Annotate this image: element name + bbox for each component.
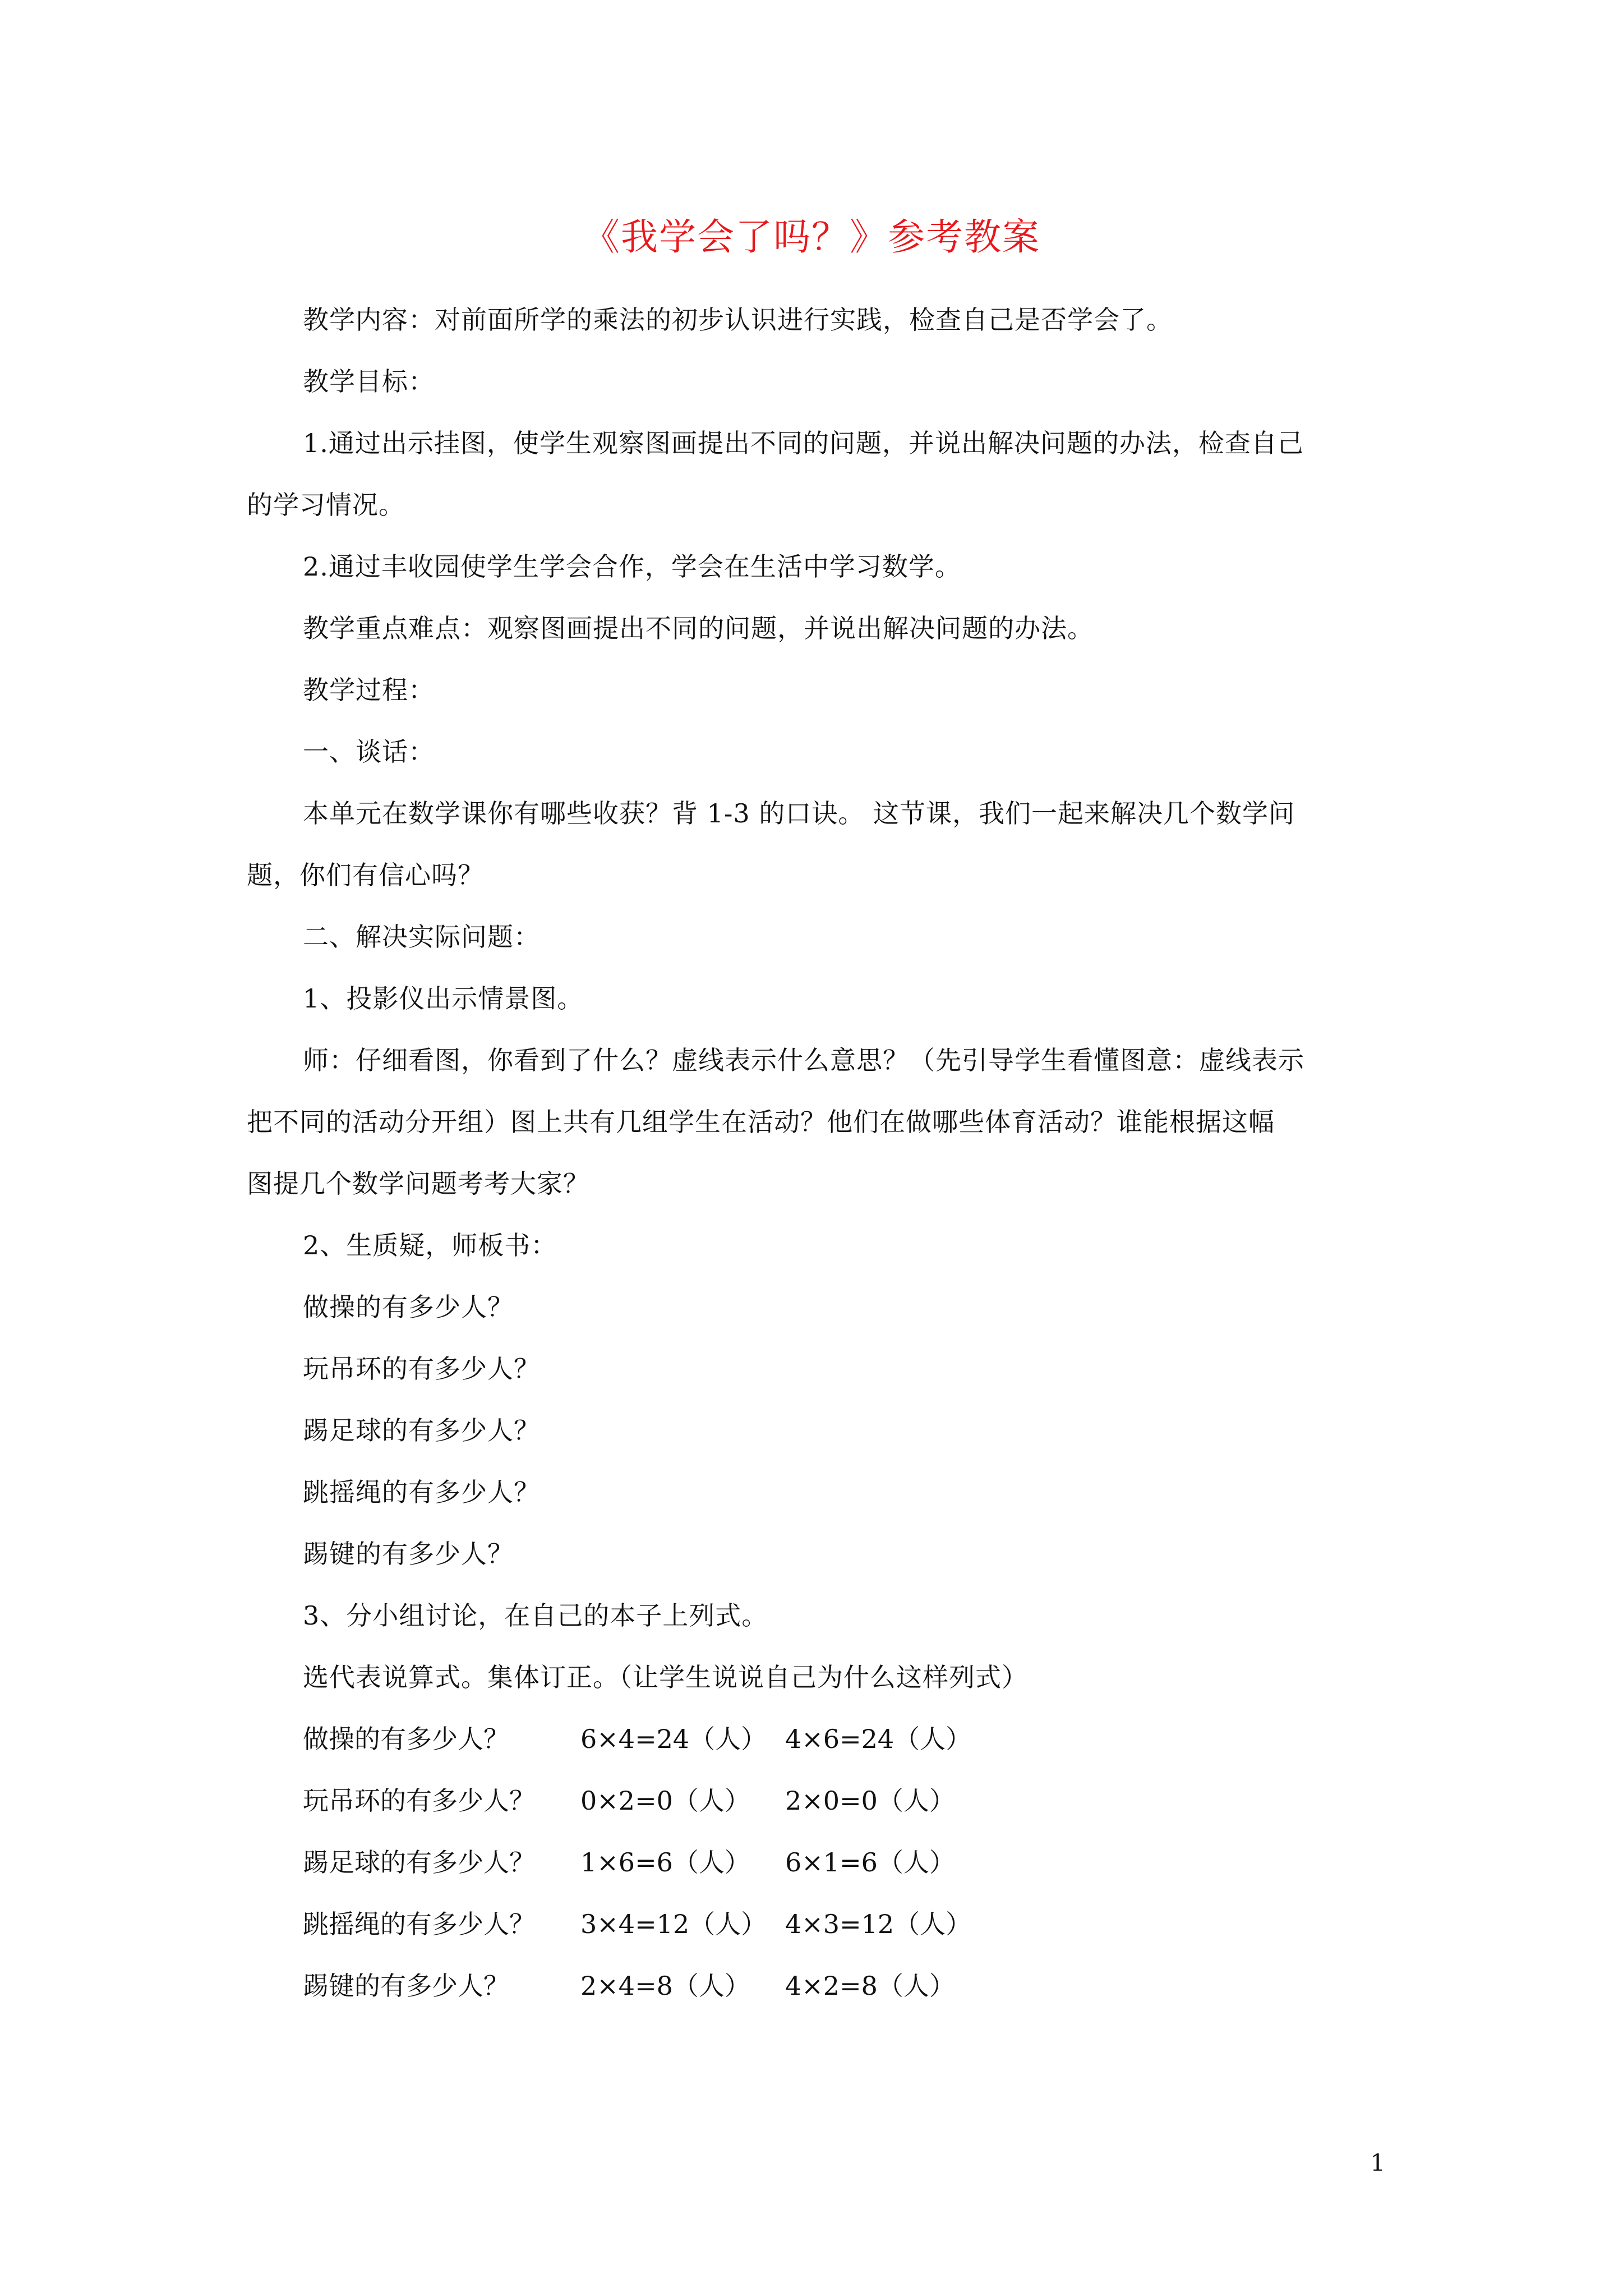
teacher-prompt: 师：仔细看图，你看到了什么？虚线表示什么意思？（先引导学生看懂图意：虚线表示 [303,1045,1304,1075]
goal-1-continued: 的学习情况。 [247,490,405,520]
equation-2: 2×0=0（人） [785,1786,955,1816]
question-3: 踢足球的有多少人？ [303,1415,540,1446]
equation-1: 0×2=0（人） [580,1786,750,1816]
step-1: 1、投影仪出示情景图。 [303,983,584,1014]
equation-2: 4×3=12（人） [785,1909,972,1939]
teaching-content: 教学内容：对前面所学的乘法的初步认识进行实践，检查自己是否学会了。 [303,305,1173,335]
step-3-note: 选代表说算式。集体订正。（让学生说说自己为什么这样列式） [303,1662,1028,1692]
question-5: 踢键的有多少人？ [303,1539,514,1569]
equation-1: 6×4=24（人） [580,1724,767,1754]
equation-question: 踢键的有多少人？ [303,1971,509,2001]
teacher-prompt-continued-1: 把不同的活动分开组）图上共有几组学生在活动？他们在做哪些体育活动？谁能根据这幅 [247,1107,1275,1137]
intro-paragraph: 本单元在数学课你有哪些收获？背 1-3 的口诀。 这节课，我们一起来解决几个数学问 [303,798,1295,829]
question-4: 跳摇绳的有多少人？ [303,1477,540,1507]
page-number: 1 [1370,2149,1385,2177]
section-1-heading: 一、谈话： [303,737,435,767]
step-2: 2、生质疑，师板书： [303,1230,557,1260]
equation-question: 做操的有多少人？ [303,1724,509,1754]
goal-2: 2.通过丰收园使学生学会合作，学会在生活中学习数学。 [303,551,961,582]
section-2-heading: 二、解决实际问题： [303,922,540,952]
teaching-process-heading: 教学过程： [303,675,435,705]
equation-2: 4×2=8（人） [785,1971,955,2001]
teaching-goals-heading: 教学目标： [303,366,435,397]
equation-question: 玩吊环的有多少人？ [303,1786,535,1816]
equation-1: 1×6=6（人） [580,1847,750,1878]
teacher-prompt-continued-2: 图提几个数学问题考考大家？ [247,1168,589,1199]
equation-question: 跳摇绳的有多少人？ [303,1909,535,1939]
document-title: 《我学会了吗？》参考教案 [583,215,1040,259]
equation-2: 6×1=6（人） [785,1847,955,1878]
equation-2: 4×6=24（人） [785,1724,972,1754]
equation-1: 3×4=12（人） [580,1909,767,1939]
equation-question: 踢足球的有多少人？ [303,1847,535,1878]
question-2: 玩吊环的有多少人？ [303,1354,540,1384]
step-3: 3、分小组讨论，在自己的本子上列式。 [303,1600,768,1631]
equation-1: 2×4=8（人） [580,1971,750,2001]
goal-1: 1.通过出示挂图，使学生观察图画提出不同的问题，并说出解决问题的办法，检查自己 [303,428,1304,458]
question-1: 做操的有多少人？ [303,1292,514,1322]
intro-paragraph-continued: 题，你们有信心吗？ [247,860,484,890]
key-difficulties: 教学重点难点：观察图画提出不同的问题，并说出解决问题的办法。 [303,613,1094,643]
